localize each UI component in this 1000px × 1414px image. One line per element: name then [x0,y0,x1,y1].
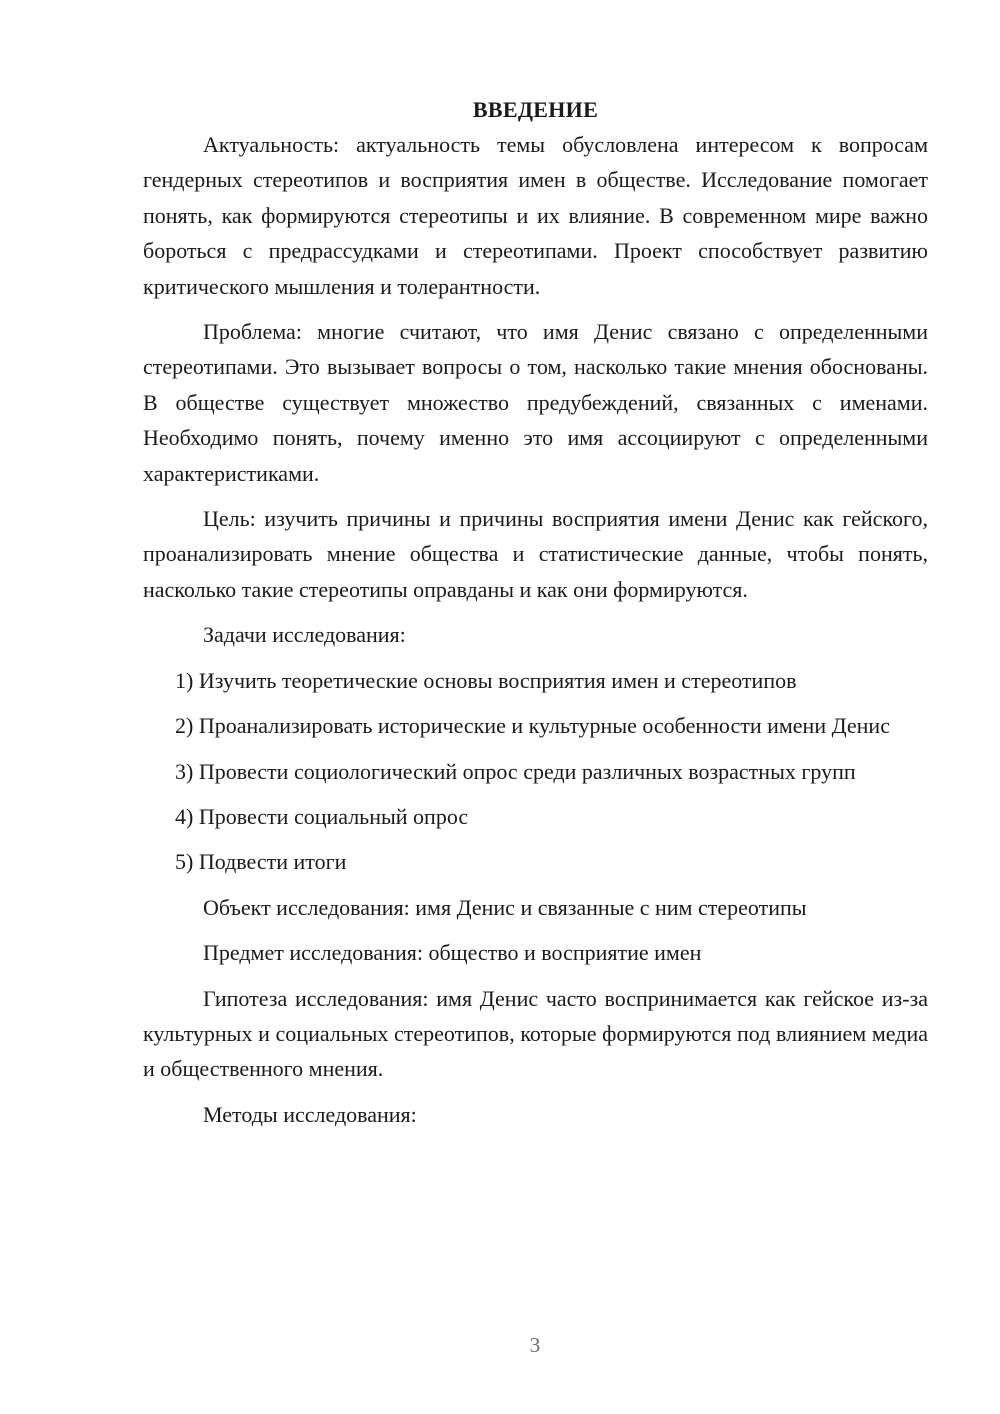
paragraph-goal: Цель: изучить причины и причины восприятия имени Денис как гейского, проанализировать мнение общества и статистические данные, чтобы понять, насколько такие стереотипы оправданы и как они формируются. [143,506,928,602]
document-page [143,92,928,1142]
list-item: 4) Провести социальный опрос [175,803,469,829]
paragraph-problem: Проблема: многие считают, что имя Денис связано с определенными стереотипами. Это вызывает вопросы о том, насколько такие мнения обоснованы. В обществе существует множество предубеждений, связанных с именами. Необходимо понять, почему именно это имя ассоциируют с определенными характеристиками. [143,319,928,486]
list-item: 1) Изучить теоретические основы восприятия имен и стереотипов [175,667,797,693]
tasks-list [143,663,928,880]
list-item: 2) Проанализировать исторические и культурные особенности имени Денис [175,713,890,739]
list-item: 5) Подвести итоги [175,849,347,875]
page-title: ВВЕДЕНИЕ [472,97,599,122]
paragraph-relevance: Актуальность: актуальность темы обусловлена интересом к вопросам гендерных стереотипов и восприятия имен в обществе. Исследование помогает понять, как формируются стереотипы и их влияние. В современном мире важно бороться с предрассудками и стереотипами. Проект способствует развитию критического мышления и толерантности. [143,132,928,299]
paragraph-methods: Методы исследования: [203,1101,417,1127]
paragraph-hypothesis: Гипотеза исследования: имя Денис часто воспринимается как гейское из-за культурных и социальных стереотипов, которые формируются под влиянием медиа и общественного мнения. [143,985,928,1082]
paragraph-object: Объект исследования: имя Денис и связанные с ним стереотипы [203,894,807,920]
tasks-heading: Задачи исследования: [203,622,406,648]
page-number: 3 [529,1333,541,1357]
list-item: 3) Провести социологический опрос среди различных возрастных групп [175,758,856,784]
paragraph-subject: Предмет исследования: общество и восприятие имен [203,940,702,966]
